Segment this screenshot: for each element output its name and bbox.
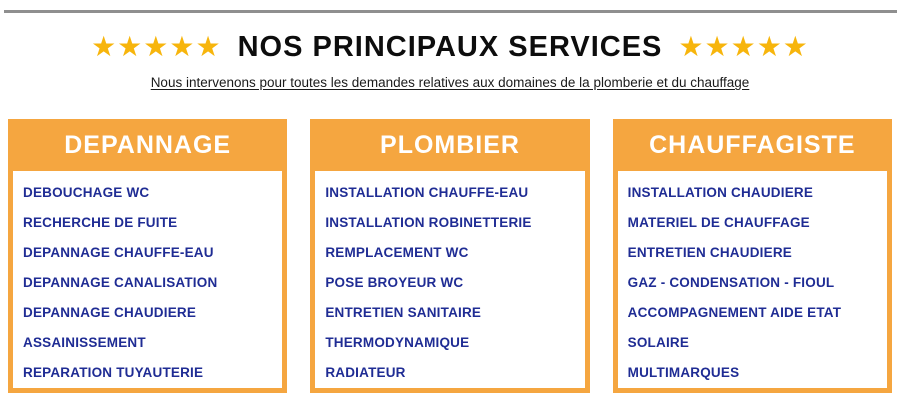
service-item: RADIATEUR xyxy=(325,365,406,380)
service-list-chauffagiste xyxy=(618,171,887,388)
service-columns xyxy=(0,119,900,393)
service-box-title-chauffagiste: CHAUFFAGISTE xyxy=(649,130,856,159)
service-item: DEPANNAGE CHAUFFE-EAU xyxy=(23,245,214,260)
service-item: ACCOMPAGNEMENT AIDE ETAT xyxy=(627,305,842,320)
service-item: REPARATION TUYAUTERIE xyxy=(23,365,204,380)
service-item: ENTRETIEN CHAUDIERE xyxy=(627,245,792,260)
service-item: INSTALLATION CHAUFFE-EAU xyxy=(325,185,529,200)
service-box-plombier xyxy=(310,119,589,393)
star-icons-left: ★★★★★ xyxy=(91,31,222,62)
service-item: ASSAINISSEMENT xyxy=(23,335,146,350)
service-list-depannage xyxy=(13,171,282,388)
service-item: ENTRETIEN SANITAIRE xyxy=(325,305,482,320)
service-item: DEBOUCHAGE WC xyxy=(23,185,150,200)
service-item: GAZ - CONDENSATION - FIOUL xyxy=(627,275,835,290)
page-subtitle-row xyxy=(0,74,900,92)
page-title-row xyxy=(0,29,900,65)
service-item: RECHERCHE DE FUITE xyxy=(23,215,178,230)
service-box-title-plombier: PLOMBIER xyxy=(380,130,520,159)
page-subtitle: Nous intervenons pour toutes les demandes relatives aux domaines de la plomberie et du chauffage xyxy=(150,75,750,90)
service-item: INSTALLATION CHAUDIERE xyxy=(627,185,814,200)
star-icons-right: ★★★★★ xyxy=(678,31,809,62)
service-item: MATERIEL DE CHAUFFAGE xyxy=(627,215,810,230)
service-list-plombier xyxy=(315,171,584,388)
service-item: DEPANNAGE CHAUDIERE xyxy=(23,305,197,320)
service-box-depannage xyxy=(8,119,287,393)
service-item: REMPLACEMENT WC xyxy=(325,245,469,260)
top-divider-line xyxy=(4,10,897,13)
service-item: INSTALLATION ROBINETTERIE xyxy=(325,215,532,230)
service-box-title-depannage: DEPANNAGE xyxy=(64,130,232,159)
service-item: THERMODYNAMIQUE xyxy=(325,335,470,350)
service-item: POSE BROYEUR WC xyxy=(325,275,464,290)
service-item: SOLAIRE xyxy=(627,335,690,350)
service-item: DEPANNAGE CANALISATION xyxy=(23,275,218,290)
service-item: MULTIMARQUES xyxy=(627,365,740,380)
page-title: NOS PRINCIPAUX SERVICES xyxy=(237,30,663,63)
service-box-chauffagiste xyxy=(613,119,892,393)
